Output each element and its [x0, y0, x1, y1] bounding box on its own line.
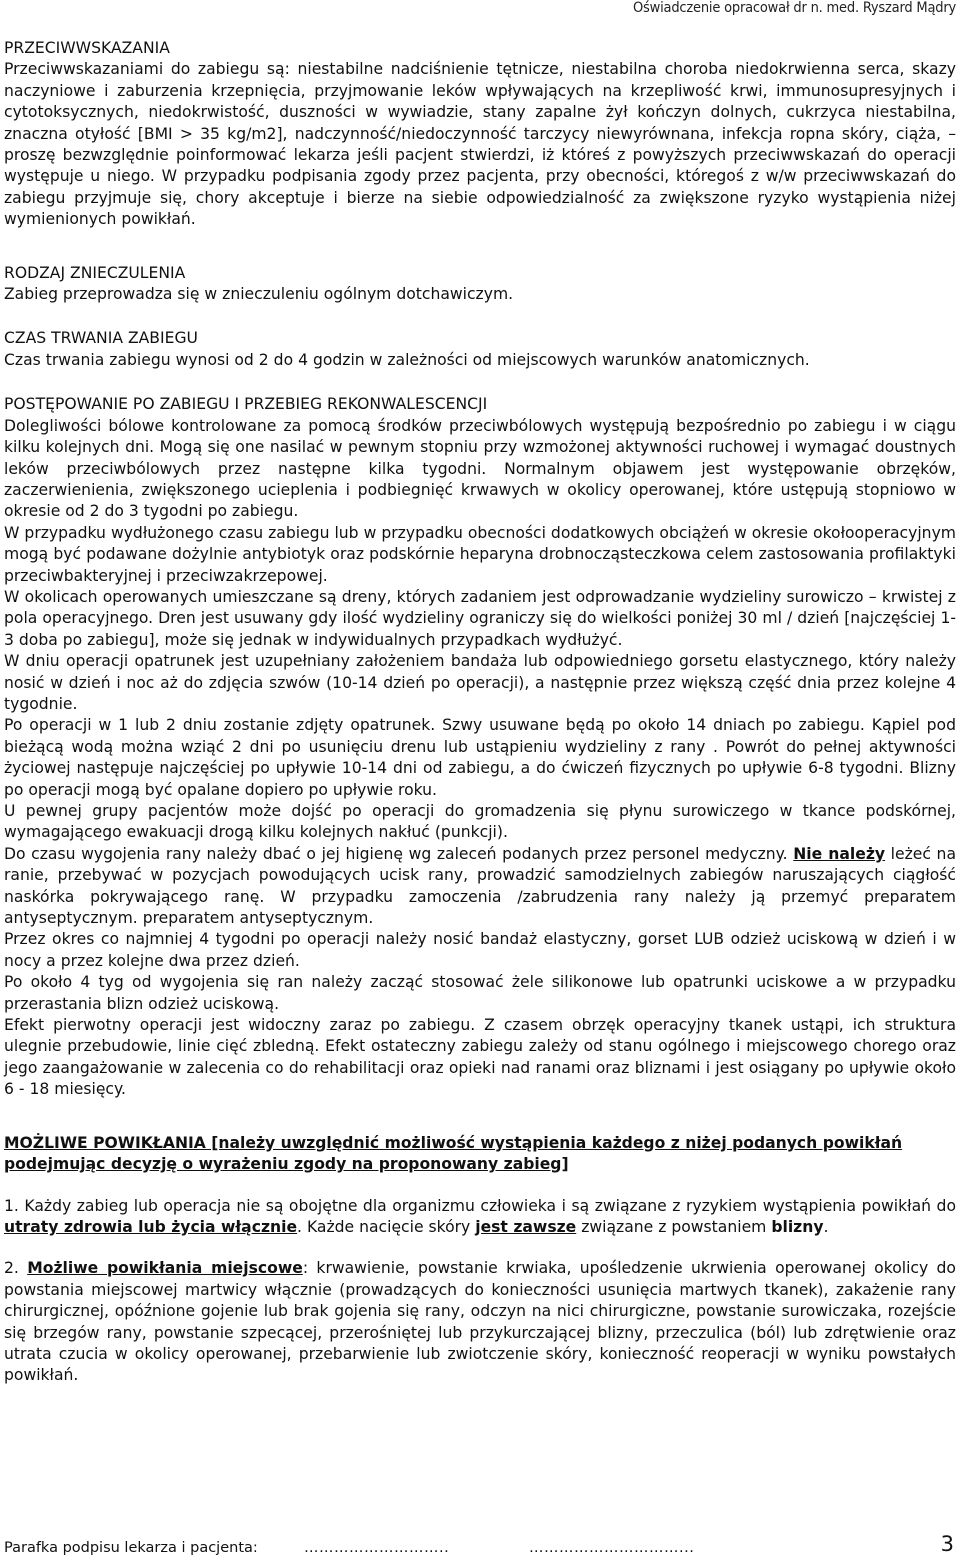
page-number: 3 [940, 1532, 954, 1556]
section-title: CZAS TRWANIA ZABIEGU [4, 329, 198, 348]
complication-item [4, 1258, 956, 1386]
complication-item [4, 1196, 956, 1239]
recovery-paragraph: Efekt pierwotny operacji jest widoczny zaraz po zabiegu. Z czasem obrzęk operacyjny tkanek ustąpi, ich struktura ulegnie przebudowie, linie cięć zbledną. Efekt ostateczny zabiegu zależy od stanu ogólnego i miejscowego chorego oraz jego zaangażowanie w zalecenia co do rehabilitacji oraz opieki nad ranami oraz bliznami i jest osiągany po upływie około 6 - 18 miesięcy. [4, 1016, 956, 1099]
text-run: 1. Każdy zabieg lub operacja nie są obojętne dla organizmu człowieka i są związane z ryzykiem wystąpienia powikłań do [4, 1196, 956, 1215]
emphasis-text: Nie należy [793, 844, 886, 863]
recovery-paragraph: W przypadku wydłużonego czasu zabiegu lub w przypadku obecności dodatkowych obciążeń w okresie okołooperacyjnym mogą być podawane dożylnie antybiotyk oraz podskórnie heparyna drobnocząsteczkowa celem zastosowania profilaktyki przeciwbakteryjnej i przeciwzakrzepowej. [4, 523, 956, 585]
recovery-paragraph: Przez okres co najmniej 4 tygodni po operacji należy nosić bandaż elastyczny, gorset LUB odzież uciskową w dzień i w nocy a przez kolejne dwa przez dzień. [4, 930, 956, 970]
section-body: Zabieg przeprowadza się w znieczuleniu ogólnym dotchawiczym. [4, 285, 514, 304]
recovery-paragraph: Po około 4 tyg od wygojenia się ran należy zacząć stosować żele silikonowe lub opatrunki uciskowe a w przypadku przerastania blizn odzież uciskową. [4, 973, 956, 1013]
text-run: . Każde nacięcie skóry [297, 1217, 476, 1236]
text-run: Do czasu wygojenia rany należy dbać o jej higienę wg zaleceń podanych przez personel medyczny. [4, 844, 794, 863]
recovery-paragraph: W okolicach operowanych umieszczane są dreny, których zadaniem jest odprowadzanie wydzieliny surowiczo – krwistej z pola operacyjnego. Dren jest usuwany gdy ilość wydzieliny ograniczy się do wielkości poniżej 30 ml / dzień [najczęściej 1-3 doba po zabiegu], może się jednak w indywidualnych przypadkach wydłużyć. [4, 587, 956, 649]
section-complications [4, 1133, 956, 1387]
recovery-paragraph: U pewnej grupy pacjentów może dojść po operacji do gromadzenia się płynu surowiczego w tkance podskórnej, wymagającego ewakuacji drogą kilku kolejnych nakłuć (punkcji). [4, 802, 956, 842]
emphasis-text: utraty zdrowia lub życia włącznie [4, 1217, 298, 1236]
recovery-paragraph [4, 844, 956, 930]
section-duration [4, 328, 956, 371]
emphasis-text: Możliwe powikłania miejscowe [27, 1259, 303, 1278]
page-footer [4, 1532, 954, 1558]
signature-label: Parafka podpisu lekarza i pacjenta: [4, 1540, 258, 1556]
emphasis-text: jest zawsze [475, 1217, 577, 1236]
section-body [4, 59, 956, 230]
section-recovery [4, 394, 956, 1100]
emphasis-text: blizny [771, 1217, 824, 1236]
text-run: 2. [4, 1259, 28, 1278]
consent-statement: W przypadku podpisania zgody przez pacjenta, przy obecności, któregoś z w/w przeciwwskazań do zabiegu przyjmuje się, chory akceptuje i bierze na siebie odpowiedzialność za zwiększone ryzyko wystąpienia niżej wymienionych powikłań. [4, 167, 956, 229]
text-run: leżeć na ranie, przebywać w pozycjach powodujących ucisk rany, prowadzić samodzielnych zabiegów naruszających ciągłość naskórka pokrywającego ranę. W przypadku zamoczenia /zabrudzenia rany należy ją przemyć preparatem antyseptycznym. preparatem antyseptycznym. [4, 844, 956, 928]
recovery-paragraph: Po operacji w 1 lub 2 dniu zostanie zdjęty opatrunek. Szwy usuwane będą po około 14 dniach po zabiegu. Kąpiel pod bieżącą wodą można wziąć 2 dni po usunięciu drenu lub ustąpieniu wydzieliny z rany . Powrót do pełnej aktywności życiowej następuje najczęściej po upływie 10-14 dni od zabiegu, a do ćwiczeń fizycznych po upływie 6-8 tygodni. Blizny po operacji mogą być opalane dopiero po upływie roku. [4, 716, 956, 799]
section-body: Czas trwania zabiegu wynosi od 2 do 4 godzin w zależności od miejscowych warunków anatomicznych. [4, 350, 810, 369]
text-run: . [823, 1217, 829, 1236]
recovery-paragraph: W dniu operacji opatrunek jest uzupełniany założeniem bandaża lub odpowiedniego gorsetu elastycznego, który należy nosić w dzień i noc aż do zdjęcia szwów (10-14 dzień po operacji), a następnie przez większą część dnia przez kolejne 4 tygodnie. [4, 652, 956, 713]
section-title: POSTĘPOWANIE PO ZABIEGU I PRZEBIEG REKONWALESCENCJI [4, 395, 488, 414]
text-run: związane z powstaniem [576, 1217, 772, 1236]
section-title: RODZAJ ZNIECZULENIA [4, 263, 186, 282]
contraindications-list: Przeciwwskazaniami do zabiegu są: niestabilne nadciśnienie tętnicze, niestabilna choroba niedokrwienna serca, skazy naczyniowe i zaburzenia krzepnięcia, przyjmowanie leków wpływających na krzepliwość krwi, immunosupresyjnych i cytotoksycznych, niedokrwistość, duszności w wywiadzie, stany zapalne żył kończyn dolnych, cukrzyca niestabilna, znaczna otyłość [BMI > 35 kg/m2], nadczynność/niedoczynność tarczycy niewyrównana, infekcja ropna skóry, ciąża, – proszę bezwzględnie poinformować lekarza jeśli pacjent stwierdzi, iż któreś z powyższych przeciwwskazań do operacji występuje u niego. [4, 60, 956, 186]
section-anesthesia [4, 263, 956, 306]
doctor-signature-field[interactable]: ……………………….. [304, 1540, 450, 1556]
section-title: PRZECIWWSKAZANIA [4, 39, 170, 57]
text-run: : krwawienie, powstanie krwiaka, upośledzenie ukrwienia operowanej okolicy do powstania miejscowej martwicy włącznie (prowadzących do konieczności usunięcia martwych tkanek), zakażenie rany chirurgicznej, opóźnione gojenie lub brak gojenia się rany, odczyn na nici chirurgiczne, powstanie surowiczaka, rozejście się brzegów rany, powstanie szpecącej, przerośniętej lub przykurczającej blizny, przeczulica (ból) lub zdrętwienie oraz utrata czucia w okolicy operowanej, przebarwienie lub zwiotczenie skóry, konieczność reoperacji w wyniku powstałych powikłań. [4, 1259, 956, 1385]
section-contraindications [4, 38, 956, 231]
document-page [4, 38, 956, 1387]
recovery-paragraph: Dolegliwości bólowe kontrolowane za pomocą środków przeciwbólowych występują bezpośrednio po zabiegu i w ciągu kilku kolejnych dni. Mogą się one nasilać w pewnym stopniu przy wzmożonej aktywności ruchowej i wymagać doustnych leków przeciwbólowych przez następne kilka tygodni. Normalnym objawem jest występowanie obrzęków, zaczerwienienia, zwiększonego ucieplenia i podbiegnięć krwawych w okolicy operowanej, które ustępują stopniowo w okresie od 2 do 3 tygodni po zabiegu. [4, 416, 956, 521]
section-title: MOŻLIWE POWIKŁANIA [należy uwzględnić możliwość wystąpienia każdego z niżej podanych powikłań podejmując decyzję o wyrażeniu zgody na proponowany zabieg] [4, 1133, 903, 1174]
header-author-note: Oświadczenie opracował dr n. med. Ryszard Mądry [632, 0, 956, 16]
patient-signature-field[interactable]: …………………………... [529, 1540, 695, 1556]
